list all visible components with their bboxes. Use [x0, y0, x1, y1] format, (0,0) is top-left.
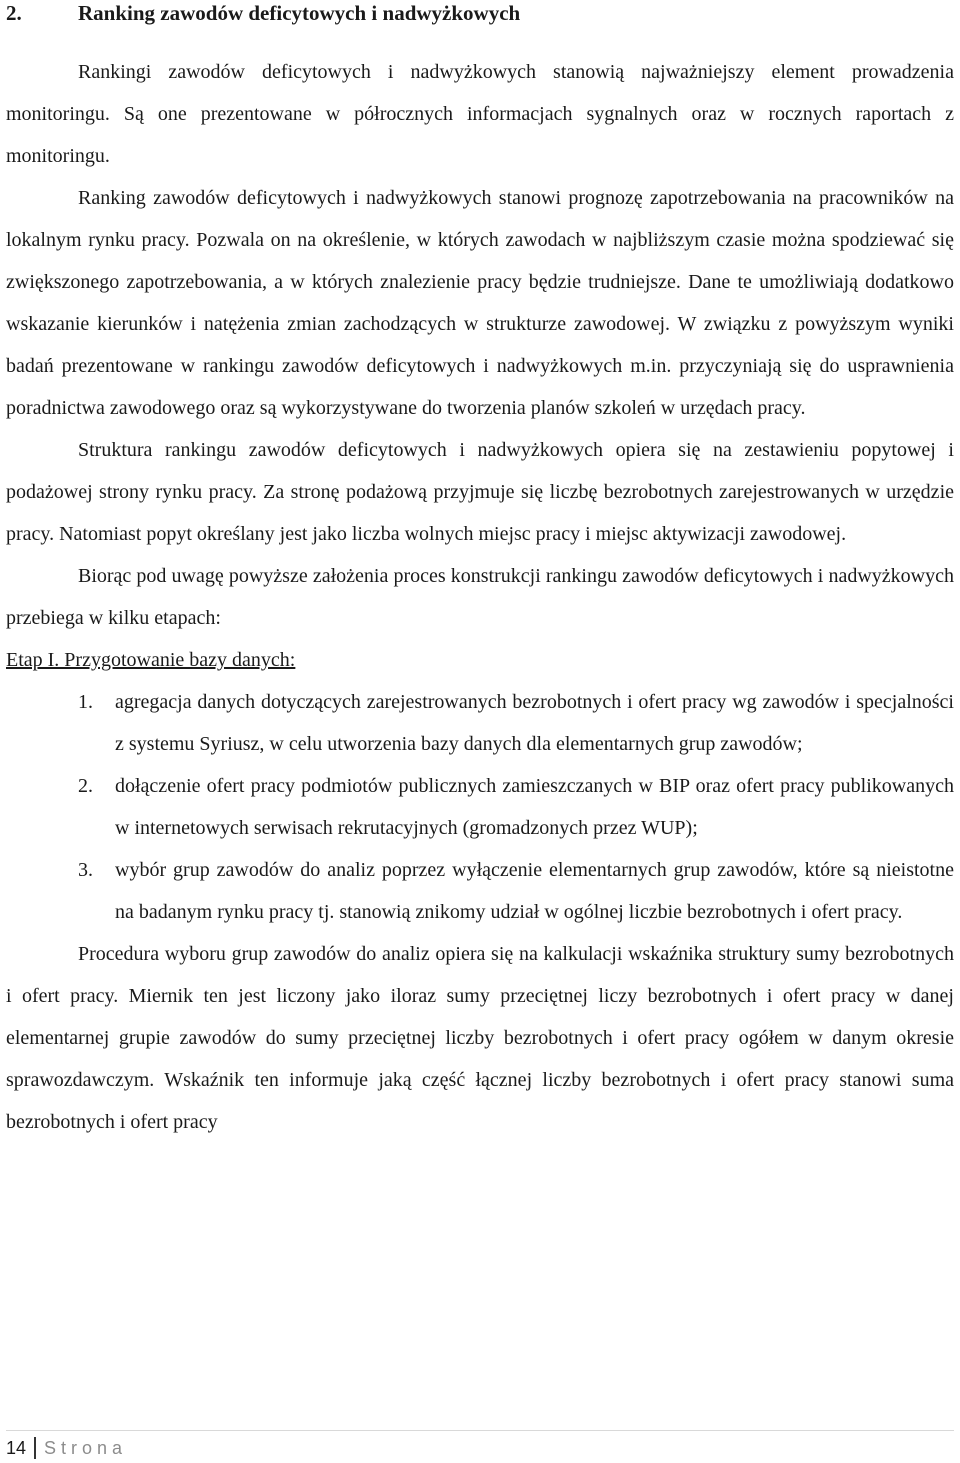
list-item-text: agregacja danych dotyczących zarejestrowanych bezrobotnych i ofert pracy wg zawodów i specjalności z systemu Syriusz, w celu utworzenia bazy danych dla elementarnych grup zawodów;: [115, 691, 954, 755]
list-item: [6, 765, 954, 849]
stage-list: [6, 681, 954, 933]
paragraph-procedure: Procedura wyboru grup zawodów do analiz opiera się na kalkulacji wskaźnika struktury sumy bezrobotnych i ofert pracy. Miernik ten jest liczony jako iloraz sumy przeciętnej liczy bezrobotnych i ofert pracy w danej elementarnej grupie zawodów do sumy przeciętnej liczby bezrobotnych i ofert pracy ogółem w danym okresie sprawozdawczym. Wskaźnik ten informuje jaką część łącznej liczby bezrobotnych i ofert pracy stanowi suma bezrobotnych i ofert pracy: [6, 943, 954, 1133]
list-item: [6, 849, 954, 933]
list-marker: 2.: [78, 775, 93, 797]
document-body: [6, 51, 954, 1143]
page-label: Strona: [44, 1438, 128, 1458]
stage-title: Etap I. Przygotowanie bazy danych:: [6, 649, 296, 671]
section-heading: [6, 0, 520, 26]
list-item-text: wybór grup zawodów do analiz poprzez wyłączenie elementarnych grup zawodów, które są nieistotne na badanym rynku pracy tj. stanowią znikomy udział w ogólnej liczbie bezrobotnych i ofert pracy.: [115, 859, 954, 923]
list-marker: 1.: [78, 691, 93, 713]
page-number: 14: [6, 1437, 36, 1459]
section-title: Ranking zawodów deficytowych i nadwyżkowych: [78, 1, 521, 25]
page-footer: [6, 1430, 954, 1459]
list-item-text: dołączenie ofert pracy podmiotów publicznych zamieszczanych w BIP oraz ofert pracy publikowanych w internetowych serwisach rekrutacyjnych (gromadzonych przez WUP);: [115, 775, 954, 839]
list-marker: 3.: [78, 859, 93, 881]
list-item: [6, 681, 954, 765]
paragraph-intro: Rankingi zawodów deficytowych i nadwyżkowych stanowią najważniejszy element prowadzenia monitoringu. Są one prezentowane w półrocznych informacjach sygnalnych oraz w rocznych raportach z monitoringu.: [6, 61, 954, 167]
section-number: 2.: [6, 1, 22, 25]
paragraph-stages-intro: Biorąc pod uwagę powyższe założenia proces konstrukcji rankingu zawodów deficytowych i nadwyżkowych przebiega w kilku etapach:: [6, 565, 954, 629]
paragraph-ranking-purpose: Ranking zawodów deficytowych i nadwyżkowych stanowi prognozę zapotrzebowania na pracowników na lokalnym rynku pracy. Pozwala on na określenie, w których zawodach w najbliższym czasie można spodziewać się zwiększonego zapotrzebowania, a w których znalezienie pracy będzie trudniejsze. Dane te umożliwiają dodatkowo wskazanie kierunków i natężenia zmian zachodzących w strukturze zawodowej. W związku z powyższym wyniki badań prezentowane w rankingu zawodów deficytowych i nadwyżkowych m.in. przyczyniają się do usprawnienia poradnictwa zawodowego oraz są wykorzystywane do tworzenia planów szkoleń w urzędach pracy.: [6, 187, 954, 419]
paragraph-ranking-structure: Struktura rankingu zawodów deficytowych i nadwyżkowych opiera się na zestawieniu popytowej i podażowej strony rynku pracy. Za stronę podażową przyjmuje się liczbę bezrobotnych zarejestrowanych w urzędzie pracy. Natomiast popyt określany jest jako liczba wolnych miejsc pracy i miejsc aktywizacji zawodowej.: [6, 439, 954, 545]
